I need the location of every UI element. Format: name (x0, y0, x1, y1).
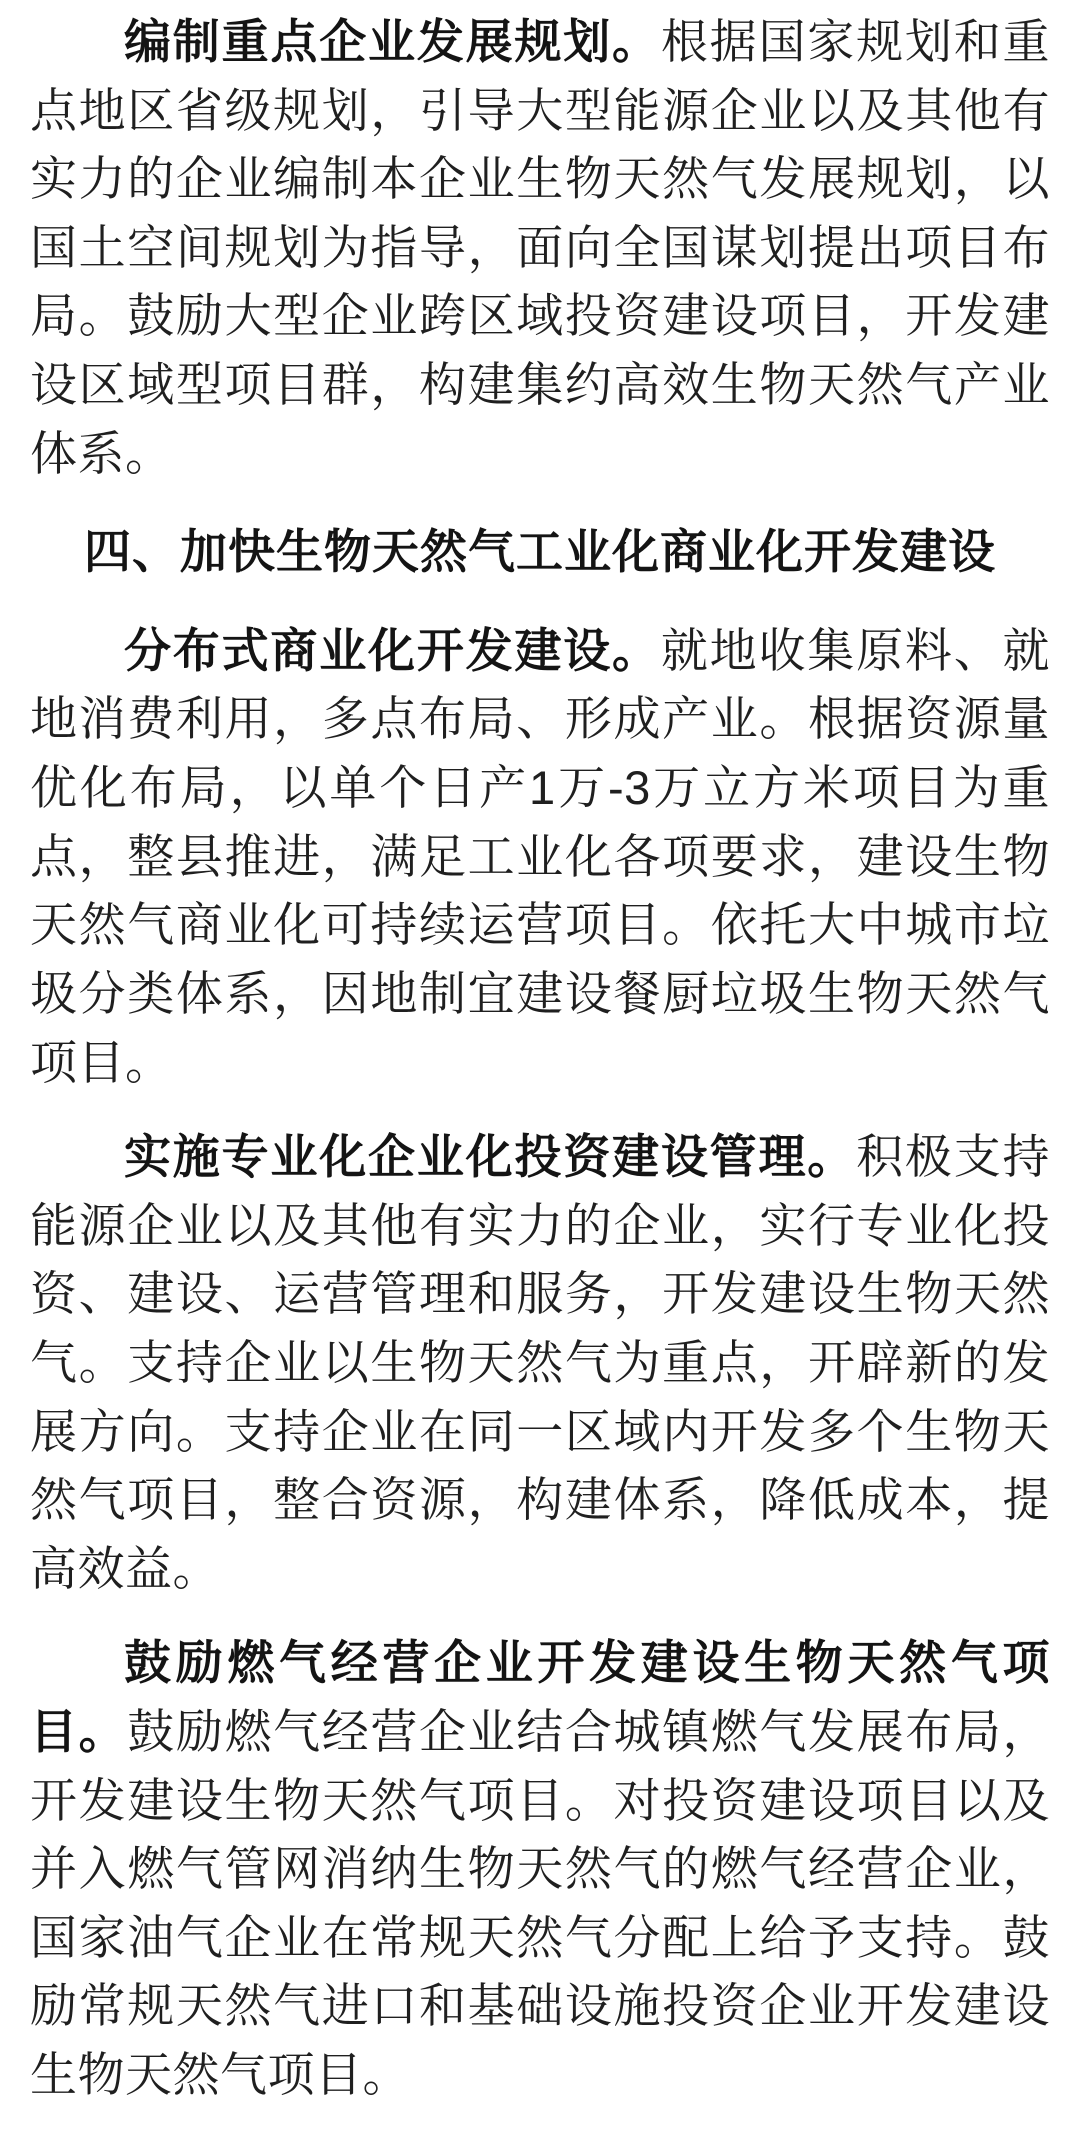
paragraph-enterprise-plan (30, 8, 1050, 488)
paragraph-body: 就地收集原料、就地消费利用，多点布局、形成产业。根据资源量优化布局，以单个日产1万-3万立方米项目为重点，整县推进，满足工业化各项要求，建设生物天然气商业化可持续运营项目。依托大中城市垃圾分类体系，因地制宜建设餐厨垃圾生物天然气项目。 (30, 623, 1051, 1089)
paragraph-lead: 编制重点企业发展规划。 (124, 15, 661, 68)
paragraph-gas-operators (30, 1629, 1050, 2109)
paragraph-lead: 鼓励燃气经营企业开发建设生物天然气项目。 (30, 1636, 1050, 1759)
paragraph-distributed-commercial (30, 617, 1050, 1097)
paragraph-lead: 实施专业化企业化投资建设管理。 (124, 1130, 857, 1184)
paragraph-body: 鼓励燃气经营企业结合城镇燃气发展布局，开发建设生物天然气项目。对投资建设项目以及并入燃气管网消纳生物天然气的燃气经营企业，国家油气企业在常规天然气分配上给予支持。鼓励常规天然气进口和基础设施投资企业开发建设生物天然气项目。 (30, 1705, 1050, 2102)
paragraph-lead: 分布式商业化开发建设。 (124, 623, 661, 677)
paragraph-body: 积极支持能源企业以及其他有实力的企业，实行专业化投资、建设、运营管理和服务，开发建设生物天然气。支持企业以生物天然气为重点，开辟新的发展方向。支持企业在同一区域内开发多个生物天然气项目，整合资源，构建体系，降低成本，提高效益。 (30, 1130, 1051, 1595)
paragraph-professional-management (30, 1123, 1050, 1603)
section-heading-four: 四、加快生物天然气工业化商业化开发建设 (84, 525, 996, 579)
paragraph-body: 根据国家规划和重点地区省级规划，引导大型能源企业以及其他有实力的企业编制本企业生物天然气发展规划，以国土空间规划为指导，面向全国谋划提出项目布局。鼓励大型企业跨区域投资建设项目，开发建设区域型项目群，构建集约高效生物天然气产业体系。 (30, 15, 1051, 480)
